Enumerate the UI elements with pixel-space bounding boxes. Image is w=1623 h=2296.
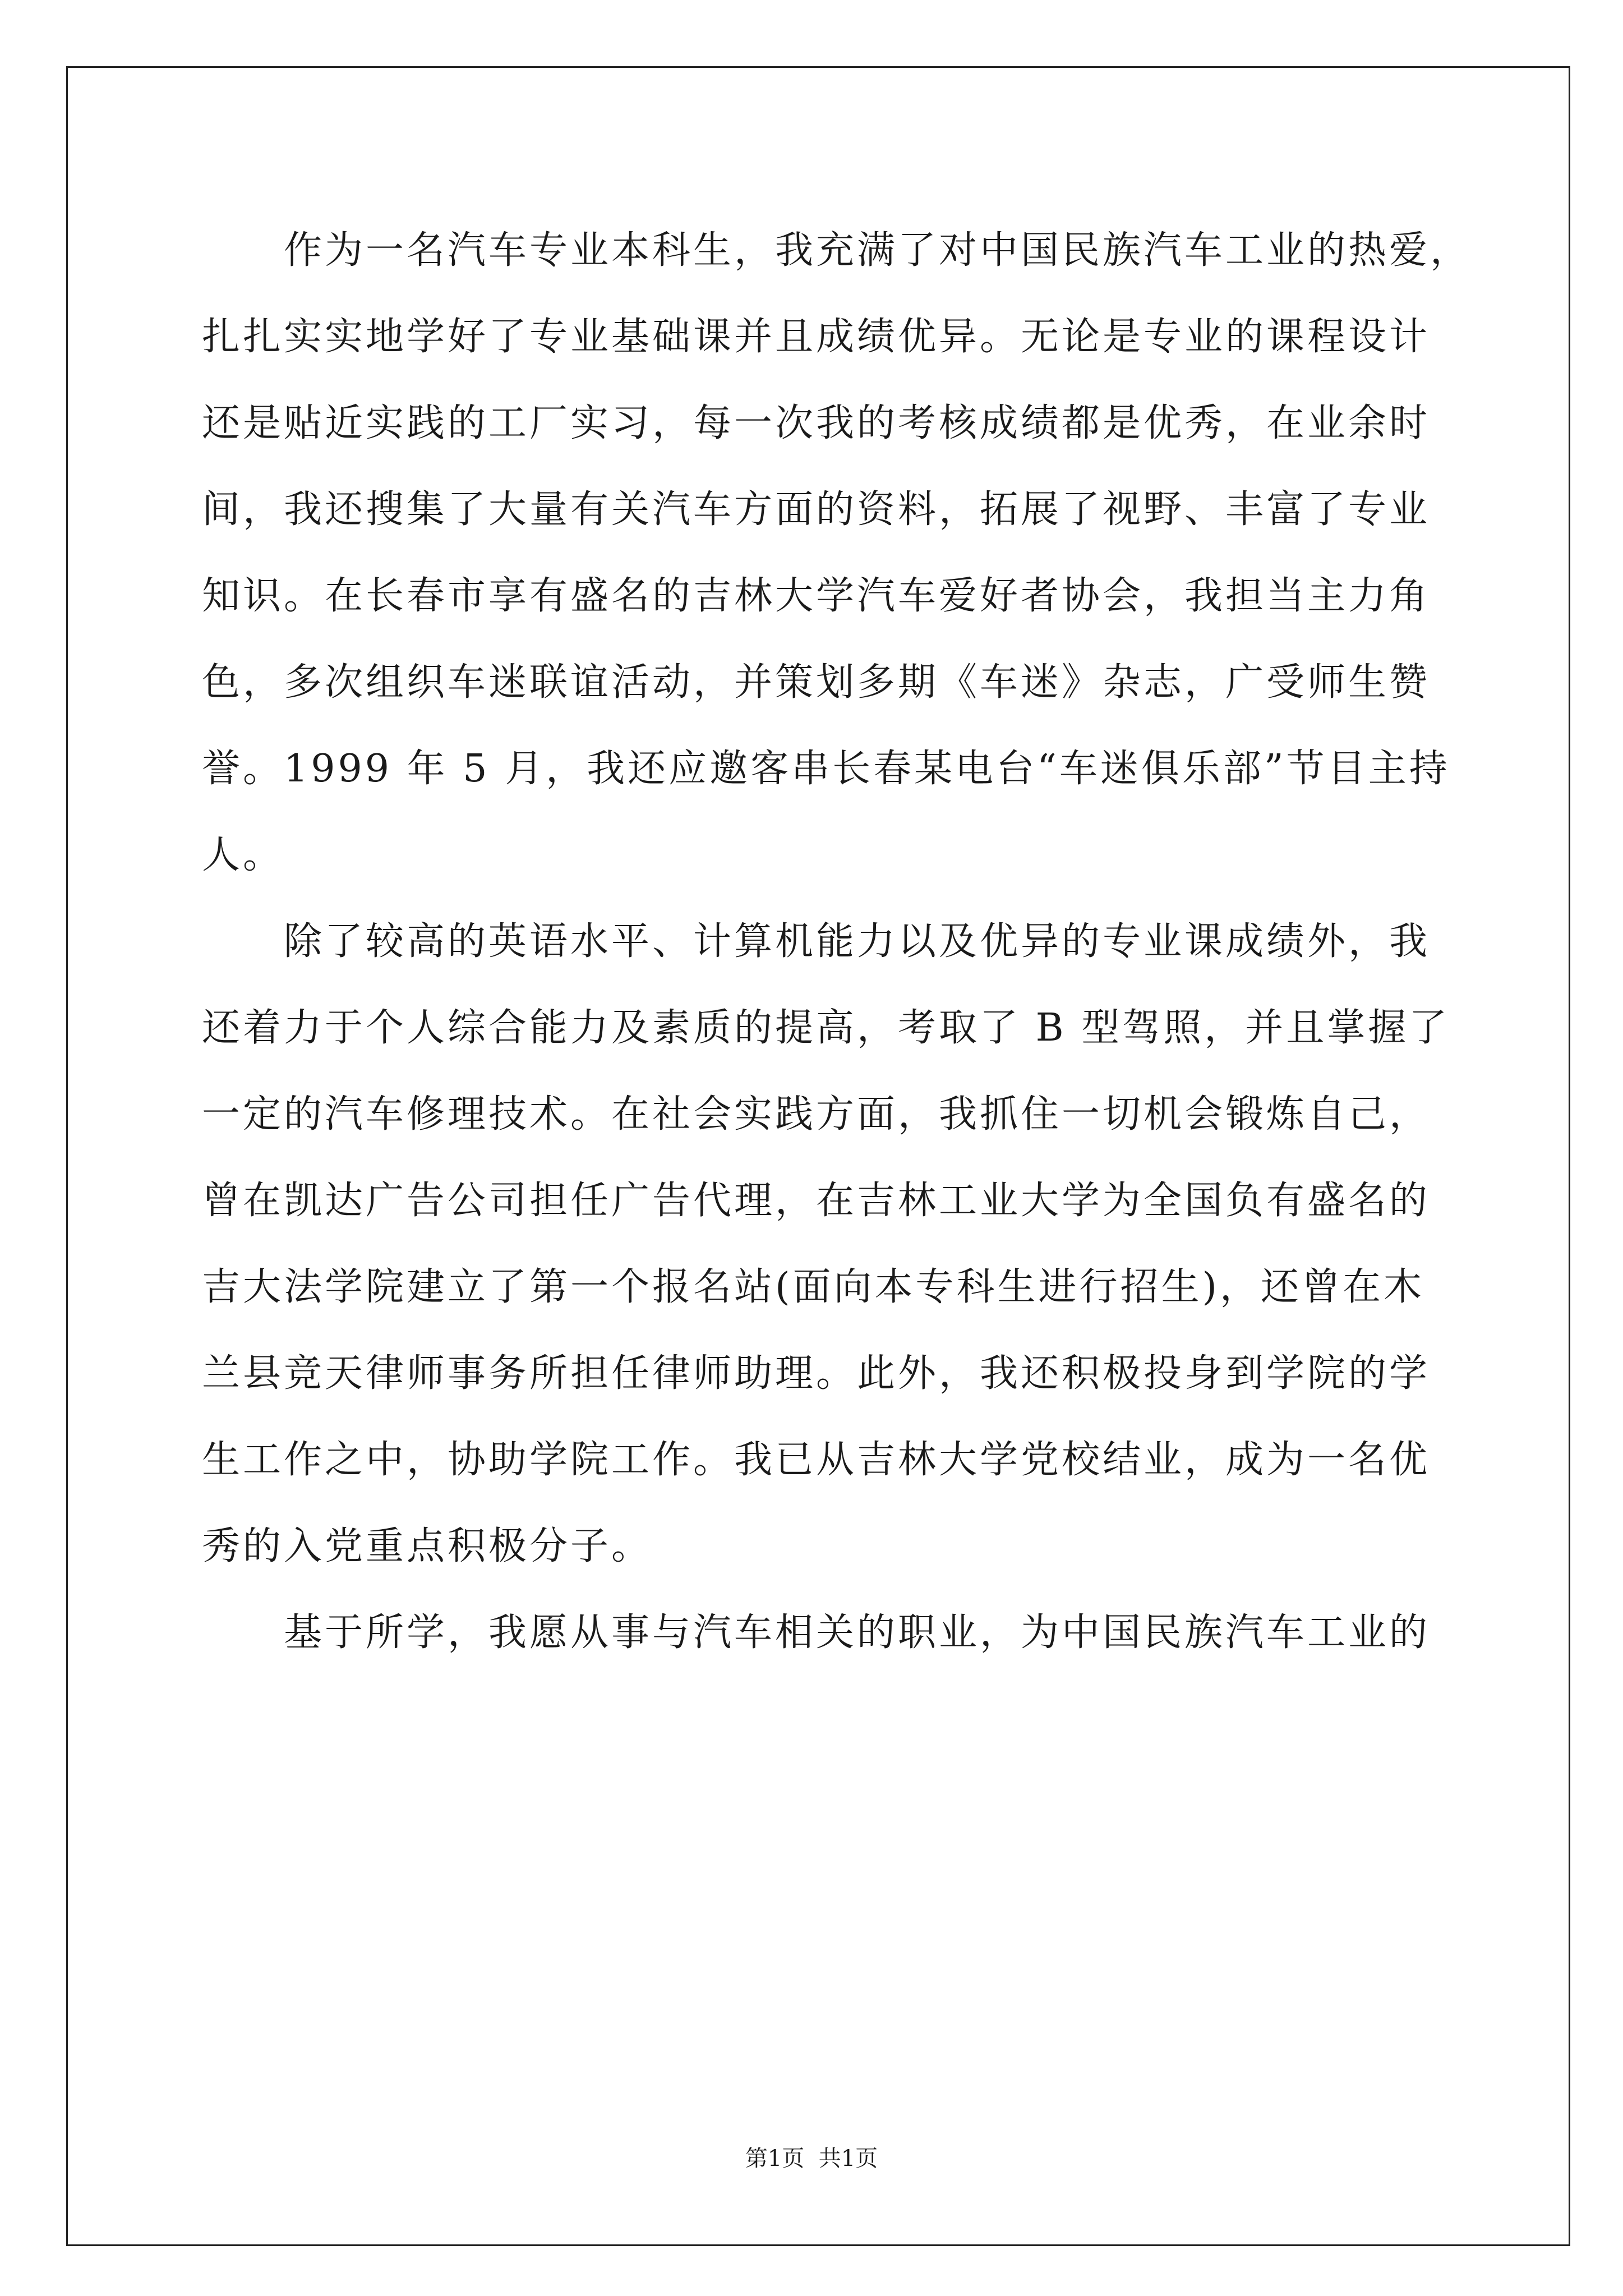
- text-line: 扎扎实实地学好了专业基础课并且成绩优异。无论是专业的课程设计: [202, 315, 1431, 359]
- text-line: 兰县竞天律师事务所担任律师助理。此外，我还积极投身到学院的学: [202, 1351, 1431, 1396]
- paragraph: [202, 899, 1503, 1590]
- text-line: 除了较高的英语水平、计算机能力以及优异的专业课成绩外，我: [284, 919, 1431, 964]
- text-line: 基于所学，我愿从事与汽车相关的职业，为中国民族汽车工业的: [284, 1611, 1431, 1655]
- text-line: 还着力于个人综合能力及素质的提高，考取了 B 型驾照，并且掌握了: [202, 1006, 1450, 1050]
- text-line: 誉。1999 年 5 月，我还应邀客串长春某电台“车迷俱乐部”节目主持: [202, 747, 1450, 791]
- text-line: 作为一名汽车专业本科生，我充满了对中国民族汽车工业的热爱，: [284, 228, 1472, 273]
- text-line: 知识。在长春市享有盛名的吉林大学汽车爱好者协会，我担当主力角: [202, 574, 1431, 618]
- text-line: 还是贴近实践的工厂实习，每一次我的考核成绩都是优秀，在业余时: [202, 401, 1431, 445]
- text-line: 色，多次组织车迷联谊活动，并策划多期《车迷》杂志，广受师生赞: [202, 660, 1431, 705]
- document-body: [202, 208, 1503, 1676]
- text-line: 生工作之中，协助学院工作。我已从吉林大学党校结业，成为一名优: [202, 1438, 1431, 1482]
- text-line: 人。: [202, 833, 284, 877]
- page-footer: 第1页 共1页: [745, 2146, 878, 2171]
- text-line: 间，我还搜集了大量有关汽车方面的资料，拓展了视野、丰富了专业: [202, 487, 1431, 532]
- paragraph: [202, 208, 1503, 899]
- text-line: 吉大法学院建立了第一个报名站(面向本专科生进行招生)，还曾在木: [202, 1265, 1425, 1309]
- text-line: 曾在凯达广告公司担任广告代理，在吉林工业大学为全国负有盛名的: [202, 1179, 1431, 1223]
- text-line: 一定的汽车修理技术。在社会实践方面，我抓住一切机会锻炼自己，: [202, 1092, 1431, 1137]
- paragraph: [202, 1590, 1503, 1676]
- text-line: 秀的入党重点积极分子。: [202, 1524, 653, 1568]
